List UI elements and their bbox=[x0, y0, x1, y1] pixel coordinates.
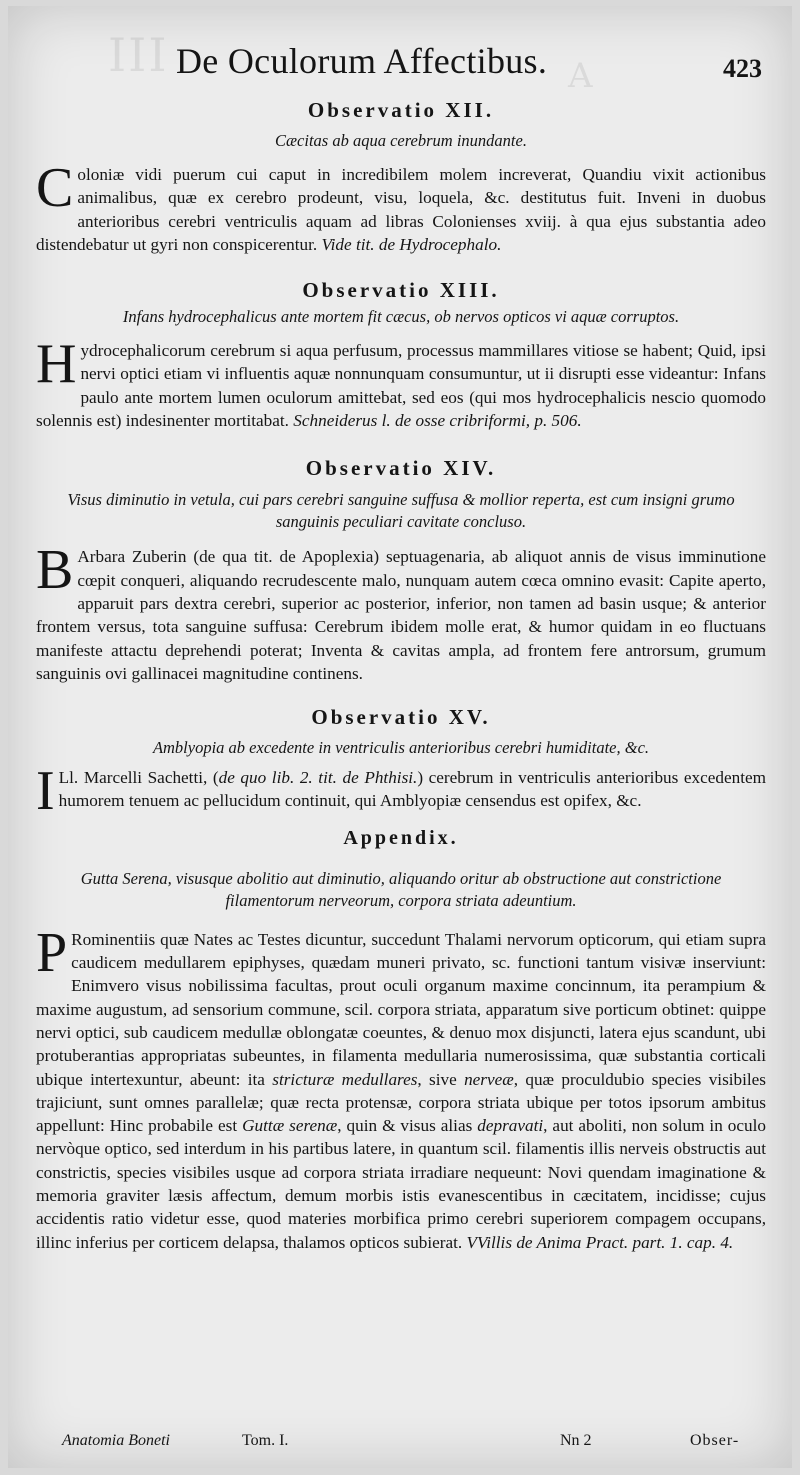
appendix-body: , aut aboliti, non solum in oculo nervòque optico, sed interdum in his partibus latere, in quantum scil. filamentis illis nerveis obstructis aut constrictis, species visibiles usque ad corpora striata irradiare nequeunt: Novi quendam imaginatione & memoria graviter læsis affectum, demum morbis istis evanescentibus in cæcitatem, incidisse; cujus accidentis ratio videtur esse, quod materies morbifica primo cerebri superiorem compagem occupans, illinc inferius per corticem delapsa, thalamos opticos subierat. bbox=[36, 1116, 766, 1252]
drop-cap: P bbox=[36, 921, 68, 984]
italic-term: depravati bbox=[477, 1116, 544, 1136]
observation-body: ydrocephalicorum cerebrum si aqua perfusum, processus mammillares vitiose se habent; Quid, ipsi nervi optici etiam vi influentis aquæ nonnunquam consumuntur, ut ii disrupti esse videantur: Infans paulo ante mortem lumen oculorum amittebat, sed eos (qui mos hydrocephalicis nescio quomodo solennis est) indesinenter mortitabat. bbox=[36, 341, 766, 431]
observation-text bbox=[36, 760, 766, 823]
italic-term: nerveæ bbox=[464, 1069, 514, 1089]
observation-section bbox=[36, 278, 766, 432]
running-title: De Oculorum Affectibus. bbox=[176, 41, 548, 81]
appendix-heading: Appendix. bbox=[343, 826, 459, 849]
observation-subtitle: Amblyopia ab excedente in ventriculis anterioribus cerebri humiditate, &c. bbox=[152, 738, 650, 758]
observation-subtitle: Cæcitas ab aqua cerebrum inundante. bbox=[275, 131, 527, 150]
observation-heading: Observatio XIII. bbox=[302, 278, 500, 303]
cross-reference: VVillis de Anima Pract. part. 1. cap. 4. bbox=[466, 1232, 734, 1252]
catchword: Obser- bbox=[690, 1432, 740, 1449]
observation-text bbox=[36, 539, 766, 685]
appendix-subtitle: Gutta Serena, visusque abolitio aut diminutio, aliquando oritur ab obstructione aut constrictione filamentorum nerveorum, corpora striata adeuntium. bbox=[80, 868, 722, 910]
observation-heading: Observatio XII. bbox=[307, 98, 495, 122]
volume-label: Tom. I. bbox=[242, 1432, 289, 1449]
bleed-through-text: A bbox=[568, 56, 595, 96]
observation-text bbox=[36, 333, 766, 432]
italic-term: Guttæ serenæ bbox=[242, 1116, 338, 1136]
appendix-body: , sive bbox=[417, 1069, 465, 1089]
observation-body: Ll. Marcelli Sachetti, ( bbox=[58, 768, 219, 788]
observation-subtitle: Visus diminutio in vetula, cui pars cerebri sanguine suffusa & mollior reperta, est cum insigni grumo sanguinis peculiari cavitate concluso. bbox=[67, 490, 735, 532]
cross-reference: de quo lib. 2. tit. de Phthisi. bbox=[218, 768, 418, 788]
drop-cap: B bbox=[36, 539, 74, 602]
drop-cap: I bbox=[36, 760, 55, 823]
appendix-body: , quæ proculdubio species visibiles trajiciunt, sunt omnes parallelæ; quæ recta protensæ, corpora striata ubique per totos ipsorum ambitus appellunt: Hinc probabile est bbox=[36, 1069, 766, 1136]
appendix-section bbox=[36, 827, 766, 1254]
cross-reference: Vide tit. de Hydrocephalo. bbox=[321, 234, 502, 254]
observation-heading: Observatio XIV. bbox=[305, 456, 497, 481]
observation-section bbox=[36, 705, 766, 823]
book-page bbox=[8, 6, 792, 1468]
signature-mark: Nn 2 bbox=[560, 1432, 592, 1449]
appendix-text bbox=[36, 921, 766, 1254]
observation-subtitle: Infans hydrocephalicus ante mortem fit cæcus, ob nervos opticos vi aquæ corruptos. bbox=[122, 307, 680, 327]
signature-line: Anatomia Boneti bbox=[62, 1432, 170, 1449]
page-number: 423 bbox=[723, 54, 762, 83]
drop-cap: C bbox=[36, 157, 74, 219]
cross-reference: Schneiderus l. de osse cribriformi, p. 506. bbox=[293, 411, 582, 431]
bleed-through-text: III bbox=[108, 28, 169, 82]
page-footer bbox=[8, 1432, 792, 1456]
observation-section bbox=[36, 98, 766, 256]
italic-term: stricturæ medullares bbox=[272, 1069, 418, 1089]
appendix-body: Rominentiis quæ Nates ac Testes dicuntur, succedunt Thalami nervorum opticorum, qui etiam supra caudicem medullarem epiphyses, quædam muneri privato, sc. functioni tantum visivæ inserviunt: Enimvero visus nobilissima facultas, prout oculi organum maxime concinnum, ita perampium & maxime augustum, ad sensorium commune, scil. corpora striata, apparatum sive porticum obtinet: quippe nervi optici, sub caudicem medullæ oblongatæ coeuntes, & denuo mox disjuncti, latera ejus scandunt, ubi protuberantias appropriatas subeuntes, in filamenta medullaria numerosissima, quæ substantia corticali ubique intertexuntur, abeunt: ita bbox=[36, 929, 766, 1089]
observation-body: Arbara Zuberin (de qua tit. de Apoplexia) septuagenaria, ab aliquot annis de visus imminutione cœpit conqueri, aliquando recrudescente malo, nunquam autem cœca omnino evasit: Capite aperto, apparuit pars dextra cerebri, superior ac posterior, inferior, non tamen ad basin usque; & anterior frontem versus, tota sanguine suffusa: Cerebrum ibidem molle erat, & humor quidam in eo fluctuans manifeste attactu deprehendi poterat; Inventa & cavitas ampla, ad frontem fere antrorsum, grumum sanguinis ovi gallinacei magnitudine continens. bbox=[36, 547, 766, 683]
observation-heading: Observatio XV. bbox=[311, 705, 491, 730]
observation-body: ) cerebrum in ventriculis anterioribus excedentem humorem tenuem ac pellucidum continuit, qui Amblyopiæ censendus est opifex, &c. bbox=[58, 768, 766, 811]
page-header bbox=[8, 34, 792, 90]
appendix-body: , quin & visus alias bbox=[337, 1116, 478, 1136]
page-body bbox=[36, 98, 766, 1254]
observation-text bbox=[36, 157, 766, 256]
observation-section bbox=[36, 456, 766, 685]
drop-cap: H bbox=[36, 333, 77, 396]
observation-body: oloniæ vidi puerum cui caput in incredibilem molem increverat, Quandiu vixit actionibus animalibus, quæ ex cerebro prodeunt, visu, loquela, &c. destitutus fuit. Inveni in duobus anterioribus cerebri ventriculis aquam ad libras Colonienses xviij. à qua ejus substantia adeo distendebatur ut gyri non conspicerentur. bbox=[36, 165, 766, 254]
